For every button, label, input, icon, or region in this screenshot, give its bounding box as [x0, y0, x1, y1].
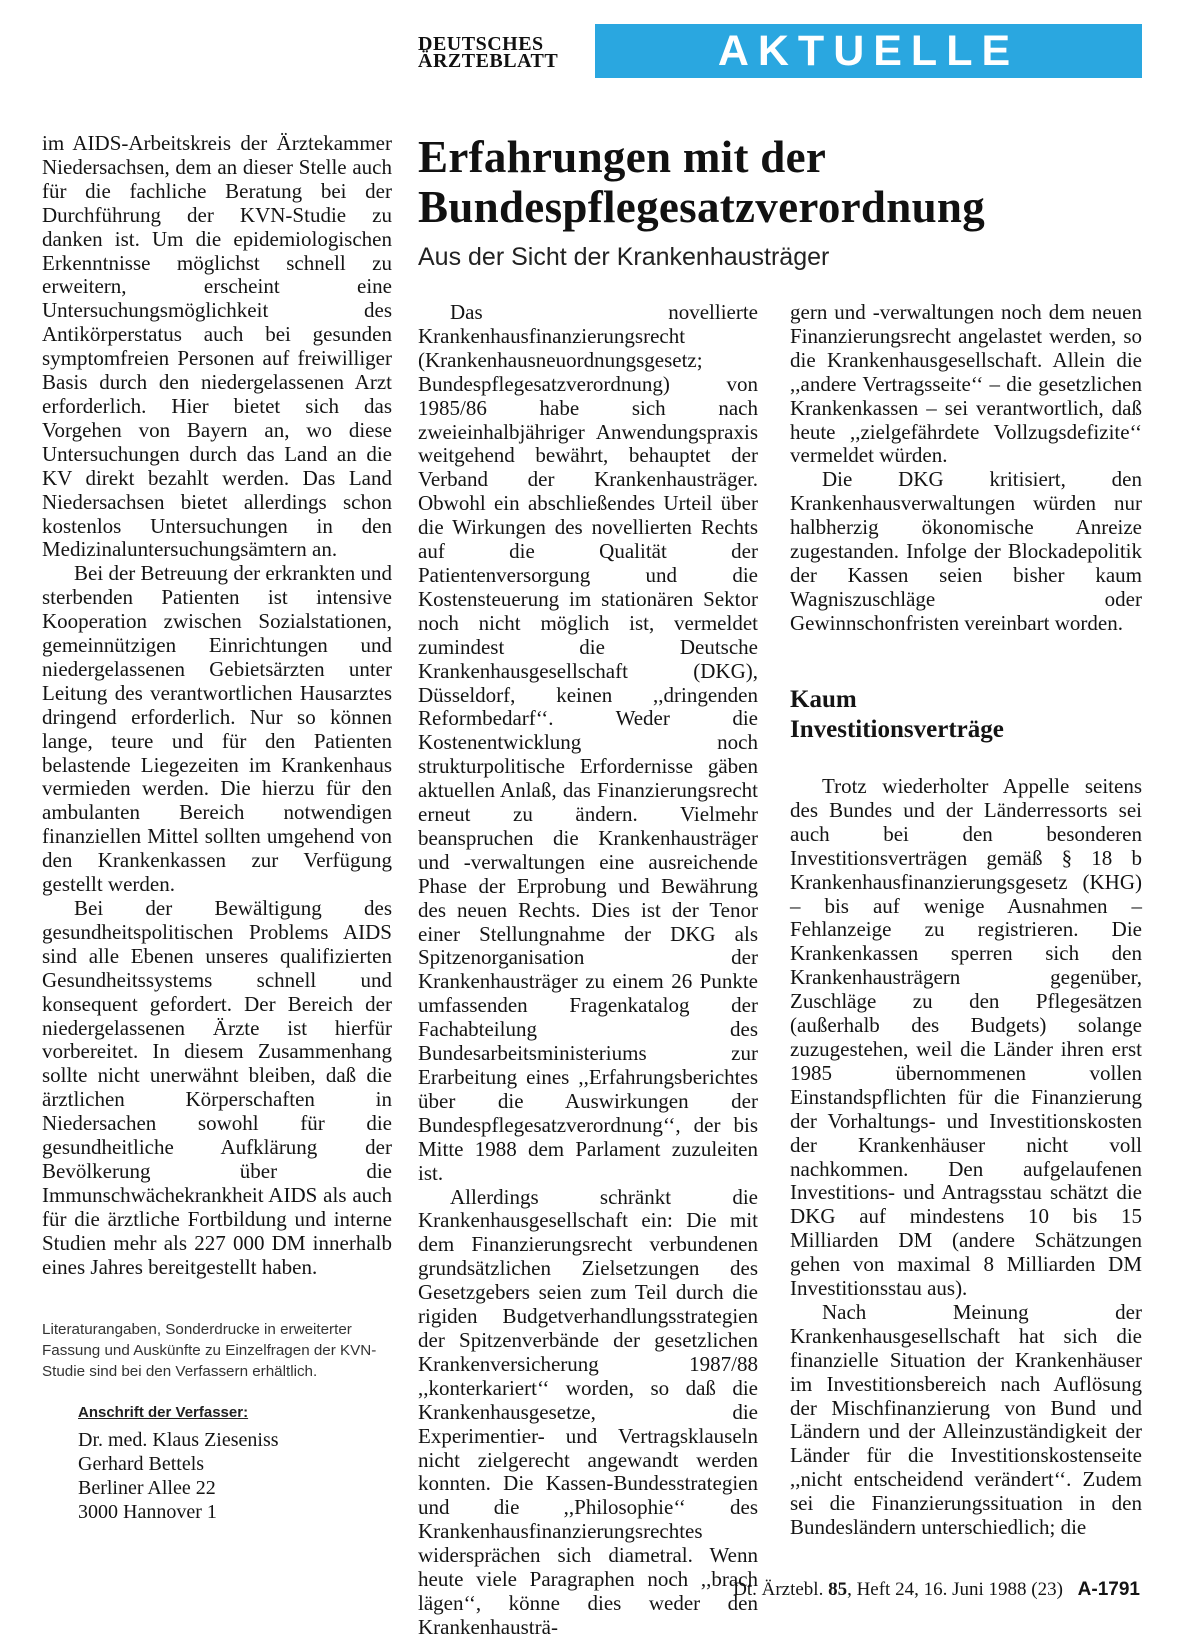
right-column	[790, 301, 1142, 636]
address-label: Anschrift der Verfasser:	[78, 1404, 249, 1421]
subheading-line-2: Investitionsverträge	[790, 716, 1004, 743]
masthead-line-2: ÄRZTEBLATT	[418, 50, 559, 72]
author-address	[78, 1428, 378, 1524]
paragraph: gern und -verwaltungen noch dem neuen Finanzierungsrecht angelastet werden, so die Krankenhausgesellschaft. Allein die ,,andere Vertragsseite‘‘ – die gesetzlichen Krankenkassen – sei verantwortlich, daß heute ,,zielgefährdete Vollzugsdefizite‘‘ vermeldet würden.	[790, 300, 1142, 468]
footer-volume: 85	[828, 1579, 848, 1600]
article-title	[418, 132, 1148, 232]
address-line: Gerhard Bettels	[78, 1453, 205, 1475]
left-column	[42, 132, 392, 1280]
paragraph: Die DKG kritisiert, den Krankenhausverwaltungen würden nur halbherzig ökonomische Anreize zugestanden. Infolge der Blockadepolitik der Kassen seien bisher kaum Wagniszuschläge oder Gewinnschonfristen vereinbart worden.	[790, 467, 1142, 635]
paragraph: Bei der Betreuung der erkrankten und sterbenden Patienten ist intensive Kooperation zwischen Sozialstationen, gemeinnützigen Einrichtungen und niedergelassenen Gebietsärzten unter Leitung des verantwortlichen Hausarztes dringend erforderlich. Nur so können lange, teure und für den Patienten belastende Liegezeiten im Krankenhaus vermieden werden. Die hierzu für den ambulanten Bereich notwendigen finanziellen Mittel sollten umgehend von den Krankenkassen zur Verfügung gestellt werden.	[42, 561, 392, 897]
subheading-line-1: Kaum	[790, 686, 857, 713]
address-line: Dr. med. Klaus Zieseniss	[78, 1429, 279, 1451]
paragraph: im AIDS-Arbeitskreis der Ärztekammer Niedersachsen, dem an dieser Stelle auch für die fachliche Beratung bei der Durchführung der KVN-Studie zu danken ist. Um die epidemiologischen Erkenntnisse möglichst schnell zu erweitern, erscheint eine Untersuchungsmöglichkeit des Antikörperstatus auch bei gesunden symptomfreien Personen auf freiwilliger Basis durch den niedergelassenen Arzt erforderlich. Hier bietet sich das Vorgehen von Bayern an, wo diese Untersuchungen durch das Land an die KV direkt bezahlt werden. Das Land Niedersachsen bietet allerdings schon kostenlos Untersuchungen in den Medizinaluntersuchungsämtern an.	[42, 131, 392, 562]
journal-masthead	[418, 33, 584, 72]
address-line: Berliner Allee 22	[78, 1477, 216, 1499]
middle-column	[418, 301, 758, 1640]
paragraph: Allerdings schränkt die Krankenhausgesellschaft ein: Die mit dem Finanzierungsrecht verbundenen grundsätzlichen Zielsetzungen des Gesetzgebers seien zum Teil durch die rigiden Budgetverhandlungsstrategien der Spitzenverbände der gesetzlichen Krankenversicherung 1987/88 ,,konterkariert‘‘ worden, so daß die Krankenhausgesetze, die Experimentier- und Vertragsklauseln nicht zielgerecht angewandt werden konnten. Die Kassen-Bundesstrategien und die ,,Philosophie‘‘ des Krankenhausfinanzierungsrechtes widersprächen sich diametral. Wenn heute viele Paragraphen noch ,,brach lägen‘‘, könne dies weder den Krankenhausträ-	[418, 1184, 758, 1639]
masthead-line-1: DEUTSCHES	[418, 33, 544, 55]
page-footer	[620, 1578, 1140, 1602]
paragraph: Trotz wiederholter Appelle seitens des Bundes und der Länderressorts sei auch bei den besonderen Investitionsverträgen gemäß § 18 b Krankenhausfinanzierungsgesetz (KHG) – bis auf wenige Ausnahmen – Fehlanzeige zu registrieren. Die Krankenkassen sperren sich den Krankenhausträgern gegenüber, Zuschläge zu den Pflegesätzen (außerhalb des Budgets) solange zuzugestehen, weil die Länder ihren erst 1985 übernommenen vollen Einstandspflichten für die Finanzierung der Vorhaltungs- und Investitionskosten der Krankenhäuser nicht voll nachkommen. Den aufgelaufenen Investitions- und Antragsstau schätzt die DKG auf mindestens 10 bis 15 Milliarden DM (andere Schätzungen gehen von maximal 8 Milliarden DM Investitionsstau aus).	[790, 774, 1142, 1301]
right-column-continued	[790, 775, 1142, 1540]
section-banner: AKTUELLE POLITIK	[595, 24, 1142, 78]
references-note: Literaturangaben, Sonderdrucke in erweiterter Fassung und Auskünfte zu Einzelfragen der KVN-Studie sind bei den Verfassern erhältlich.	[42, 1321, 377, 1380]
paragraph: Bei der Bewältigung des gesundheitspolitischen Problems AIDS sind alle Ebenen unseres qualifizierten Gesundheitssystems schnell und konsequent gefordert. Der Bereich der niedergelassenen Ärzte ist hierfür vorbereitet. In diesem Zusammenhang sollte nicht unerwähnt bleiben, daß die ärztlichen Körperschaften in Niedersachen sowohl für die gesundheitliche Aufklärung der Bevölkerung über die Immunschwächekrankheit AIDS als auch für die ärztliche Fortbildung und interne Studien mehr als 227 000 DM innerhalb eines Jahres bereitgestellt haben.	[42, 896, 392, 1279]
paragraph: Das novellierte Krankenhausfinanzierungsrecht (Krankenhausneuordnungsgesetz; Bundespflegesatzverordnung) von 1985/86 habe sich nach zweieinhalbjähriger Anwendungspraxis weitgehend bewährt, behauptet der Verband der Krankenhausträger. Obwohl ein abschließendes Urteil über die Wirkungen des novellierten Rechts auf die Qualität der Patientenversorgung und die Kostensteuerung im stationären Sektor noch nicht möglich ist, vermeldet zumindest die Deutsche Krankenhausgesellschaft (DKG), Düsseldorf, keinen ,,dringenden Reformbedarf‘‘. Weder die Kostenentwicklung noch strukturpolitische Erfordernisse gäben aktuellen Anlaß, das Finanzierungsrecht erneut zu ändern. Vielmehr beanspruchen die Krankenhausträger und -verwaltungen eine ausreichende Phase der Erprobung und Bewährung des neuen Rechts. Dies ist der Tenor einer Stellungnahme der DKG als Spitzenorganisation der Krankenhausträger zu einem 26 Punkte umfassenden Fragenkatalog der Fachabteilung des Bundesarbeitsministeriums zur Erarbeitung eines ,,Erfahrungsberichtes über die Auswirkungen der Bundespflegesatzverordnung‘‘, der bis Mitte 1988 dem Parlament zuzuleiten ist.	[418, 300, 758, 1185]
footer-journal: Dt. Ärztebl.	[733, 1579, 824, 1600]
paragraph: Nach Meinung der Krankenhausgesellschaft hat sich die finanzielle Situation der Krankenhäuser im Investitionsbereich nach Auflösung der Mischfinanzierung von Bund und Ländern und der Alleinzuständigkeit der Länder für die Investitionskostenseite ,,nicht entscheidend verändert‘‘. Zudem sei die Finanzierungssituation in den Bundesländern unterschiedlich; die	[790, 1299, 1142, 1540]
footer-issue: , Heft 24, 16. Juni 1988 (23)	[847, 1579, 1063, 1600]
page-number: A-1791	[1077, 1579, 1140, 1600]
section-subheading	[790, 685, 1120, 745]
article-subtitle: Aus der Sicht der Krankenhausträger	[418, 243, 830, 271]
title-line-2: Bundespflegesatzverordnung	[418, 182, 986, 232]
title-line-1: Erfahrungen mit der	[418, 132, 827, 182]
address-line: 3000 Hannover 1	[78, 1501, 217, 1523]
